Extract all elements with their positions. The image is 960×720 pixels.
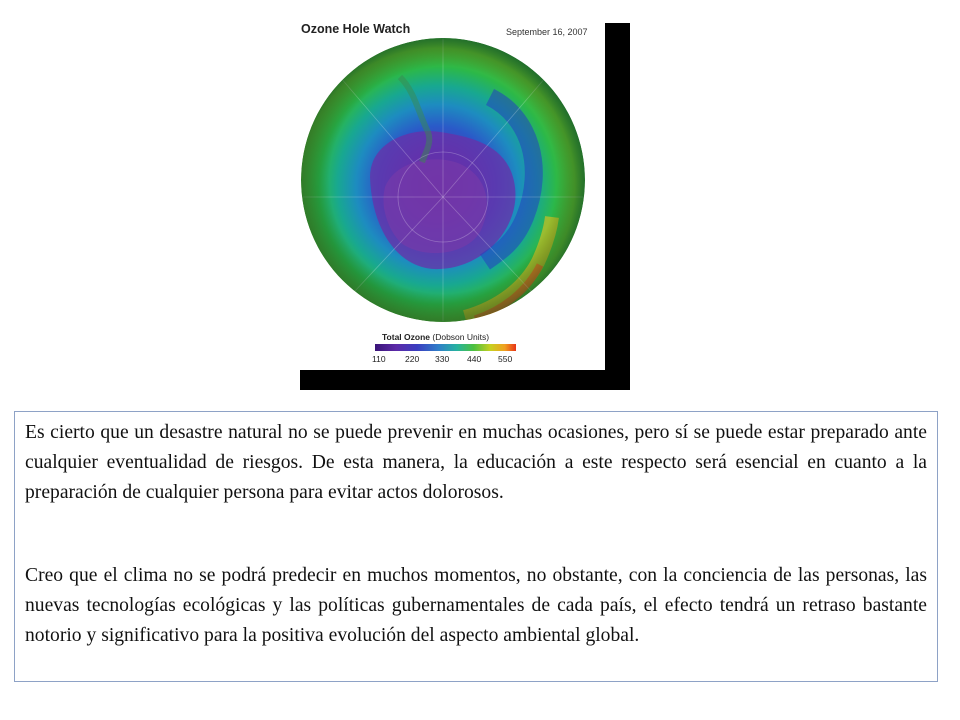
figure-shadow-right <box>605 23 630 390</box>
legend-tick: 110 <box>372 354 386 364</box>
legend-tick: 330 <box>435 354 450 364</box>
paragraph-1: Es cierto que un desastre natural no se puede prevenir en muchas ocasiones, pero sí se puede estar preparado ante cualquier eventualidad de riesgos. De esta manera, la educación a este respecto será esencial en cuanto a la preparación de cualquier persona para evitar actos dolorosos. <box>25 422 927 503</box>
ozone-globe <box>300 37 586 327</box>
legend-title-bold: Total Ozone <box>382 332 431 342</box>
legend-tick: 550 <box>498 354 513 364</box>
figure-title: Ozone Hole Watch <box>301 22 411 36</box>
legend-ticks <box>360 354 530 366</box>
legend-tick: 440 <box>467 354 482 364</box>
figure-shadow-bottom <box>300 370 630 390</box>
text-box <box>14 411 938 682</box>
legend-color-bar <box>375 344 516 351</box>
figure-panel <box>300 20 605 370</box>
legend-title <box>382 332 489 342</box>
legend-tick: 220 <box>405 354 420 364</box>
legend-title-units: (Dobson Units) <box>430 332 490 342</box>
figure-date: September 16, 2007 <box>506 27 588 37</box>
ozone-figure <box>300 20 630 390</box>
paragraph-2: Creo que el clima no se podrá predecir en muchos momentos, no obstante, con la conciencia de las personas, las nuevas tecnologías ecológicas y las políticas gubernamentales de cada país, el efecto tendrá un retraso bastante notorio y significativo para la positiva evolución del aspecto ambiental global. <box>25 565 927 646</box>
